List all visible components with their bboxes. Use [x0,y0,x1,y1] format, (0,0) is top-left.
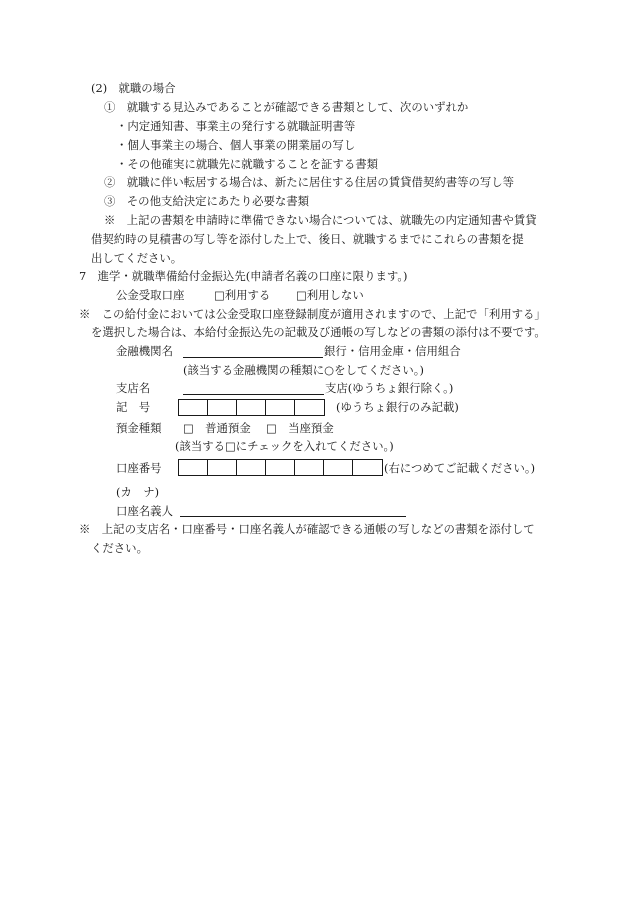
final-note-line: ※ 上記の支店名・口座番号・口座名義人が確認できる通帳の写しなどの書類を添付して [79,522,535,536]
bullet-item: ・その他確実に就職先に就職することを証する書類 [116,157,378,171]
deposit-type-hint: (該当する□にチェックを入れてください。) [175,439,394,453]
section-2-item-3: ③ その他支給決定にあたり必要な書類 [104,194,310,208]
account-number-note: (右につめてご記載ください。) [384,461,536,475]
section-7-heading: 7 進学・就職準備給付金振込先(申請者名義の口座に限ります。) [79,269,408,283]
deposit-type-label: 預金種類 [116,421,162,435]
digit-box[interactable] [237,400,266,415]
digit-box[interactable] [208,400,237,415]
bullet-item: ・個人事業主の場合、個人事業の開業届の写し [116,138,356,152]
digit-box[interactable] [295,460,324,475]
digit-box[interactable] [266,460,295,475]
bullet-item: ・内定通知書、事業主の発行する就職証明書等 [116,119,356,133]
branch-suffix: 支店(ゆうちょ銀行除く。) [325,381,454,395]
final-note-line: ください。 [91,541,148,555]
digit-box[interactable] [179,460,208,475]
ordinary-deposit-checkbox[interactable]: □ 普通預金 [183,421,251,435]
symbol-label: 記 号 [116,400,151,414]
symbol-note: (ゆうちょ銀行のみ記載) [336,400,459,414]
registry-note-line: ※ この給付金においては公金受取口座登録制度が適用されますので、上記で「利用する」 [79,307,546,321]
digit-box[interactable] [208,460,237,475]
digit-box[interactable] [295,400,324,415]
section-2-note-line: 出してください。 [91,251,183,265]
digit-box[interactable] [353,460,382,475]
bank-type-suffix: 銀行・信用金庫・信用組合 [324,344,461,358]
bank-name-label: 金融機関名 [116,344,173,358]
branch-name-field[interactable] [183,394,324,395]
branch-name-label: 支店名 [116,381,151,395]
account-number-label: 口座番号 [116,461,162,475]
bank-name-field[interactable] [183,357,323,358]
account-number-boxes[interactable] [178,459,383,476]
section-2-heading: (2) 就職の場合 [91,81,176,95]
use-option-checkbox[interactable]: □利用する [214,288,271,302]
digit-box[interactable] [237,460,266,475]
registry-note-line: を選択した場合は、本給付金振込先の記載及び通帳の写しなどの書類の添付は不要です。 [91,325,546,339]
section-2-item-2: ② 就職に伴い転居する場合は、新たに居住する住居の賃貸借契約書等の写し等 [104,175,515,189]
bank-type-hint: (該当する金融機関の種類に○をしてください。) [183,363,424,377]
not-use-option-checkbox[interactable]: □利用しない [296,288,364,302]
digit-box[interactable] [179,400,208,415]
kana-label: (カ ナ) [116,485,160,499]
section-2-item-1: ① 就職する見込みであることが確認できる書類として、次のいずれか [104,100,469,114]
current-deposit-checkbox[interactable]: □ 当座預金 [266,421,334,435]
section-2-note-line: ※ 上記の書類を申請時に準備できない場合については、就職先の内定通知書や賃貸 [104,213,537,227]
account-holder-field[interactable] [180,516,406,517]
public-fund-account-label: 公金受取口座 [116,288,185,302]
section-2-note-line: 借契約時の見積書の写し等を添付した上で、後日、就職するまでにこれらの書類を提 [91,232,524,246]
account-holder-label: 口座名義人 [116,504,173,518]
digit-box[interactable] [324,460,353,475]
digit-box[interactable] [266,400,295,415]
symbol-boxes[interactable] [178,399,325,416]
